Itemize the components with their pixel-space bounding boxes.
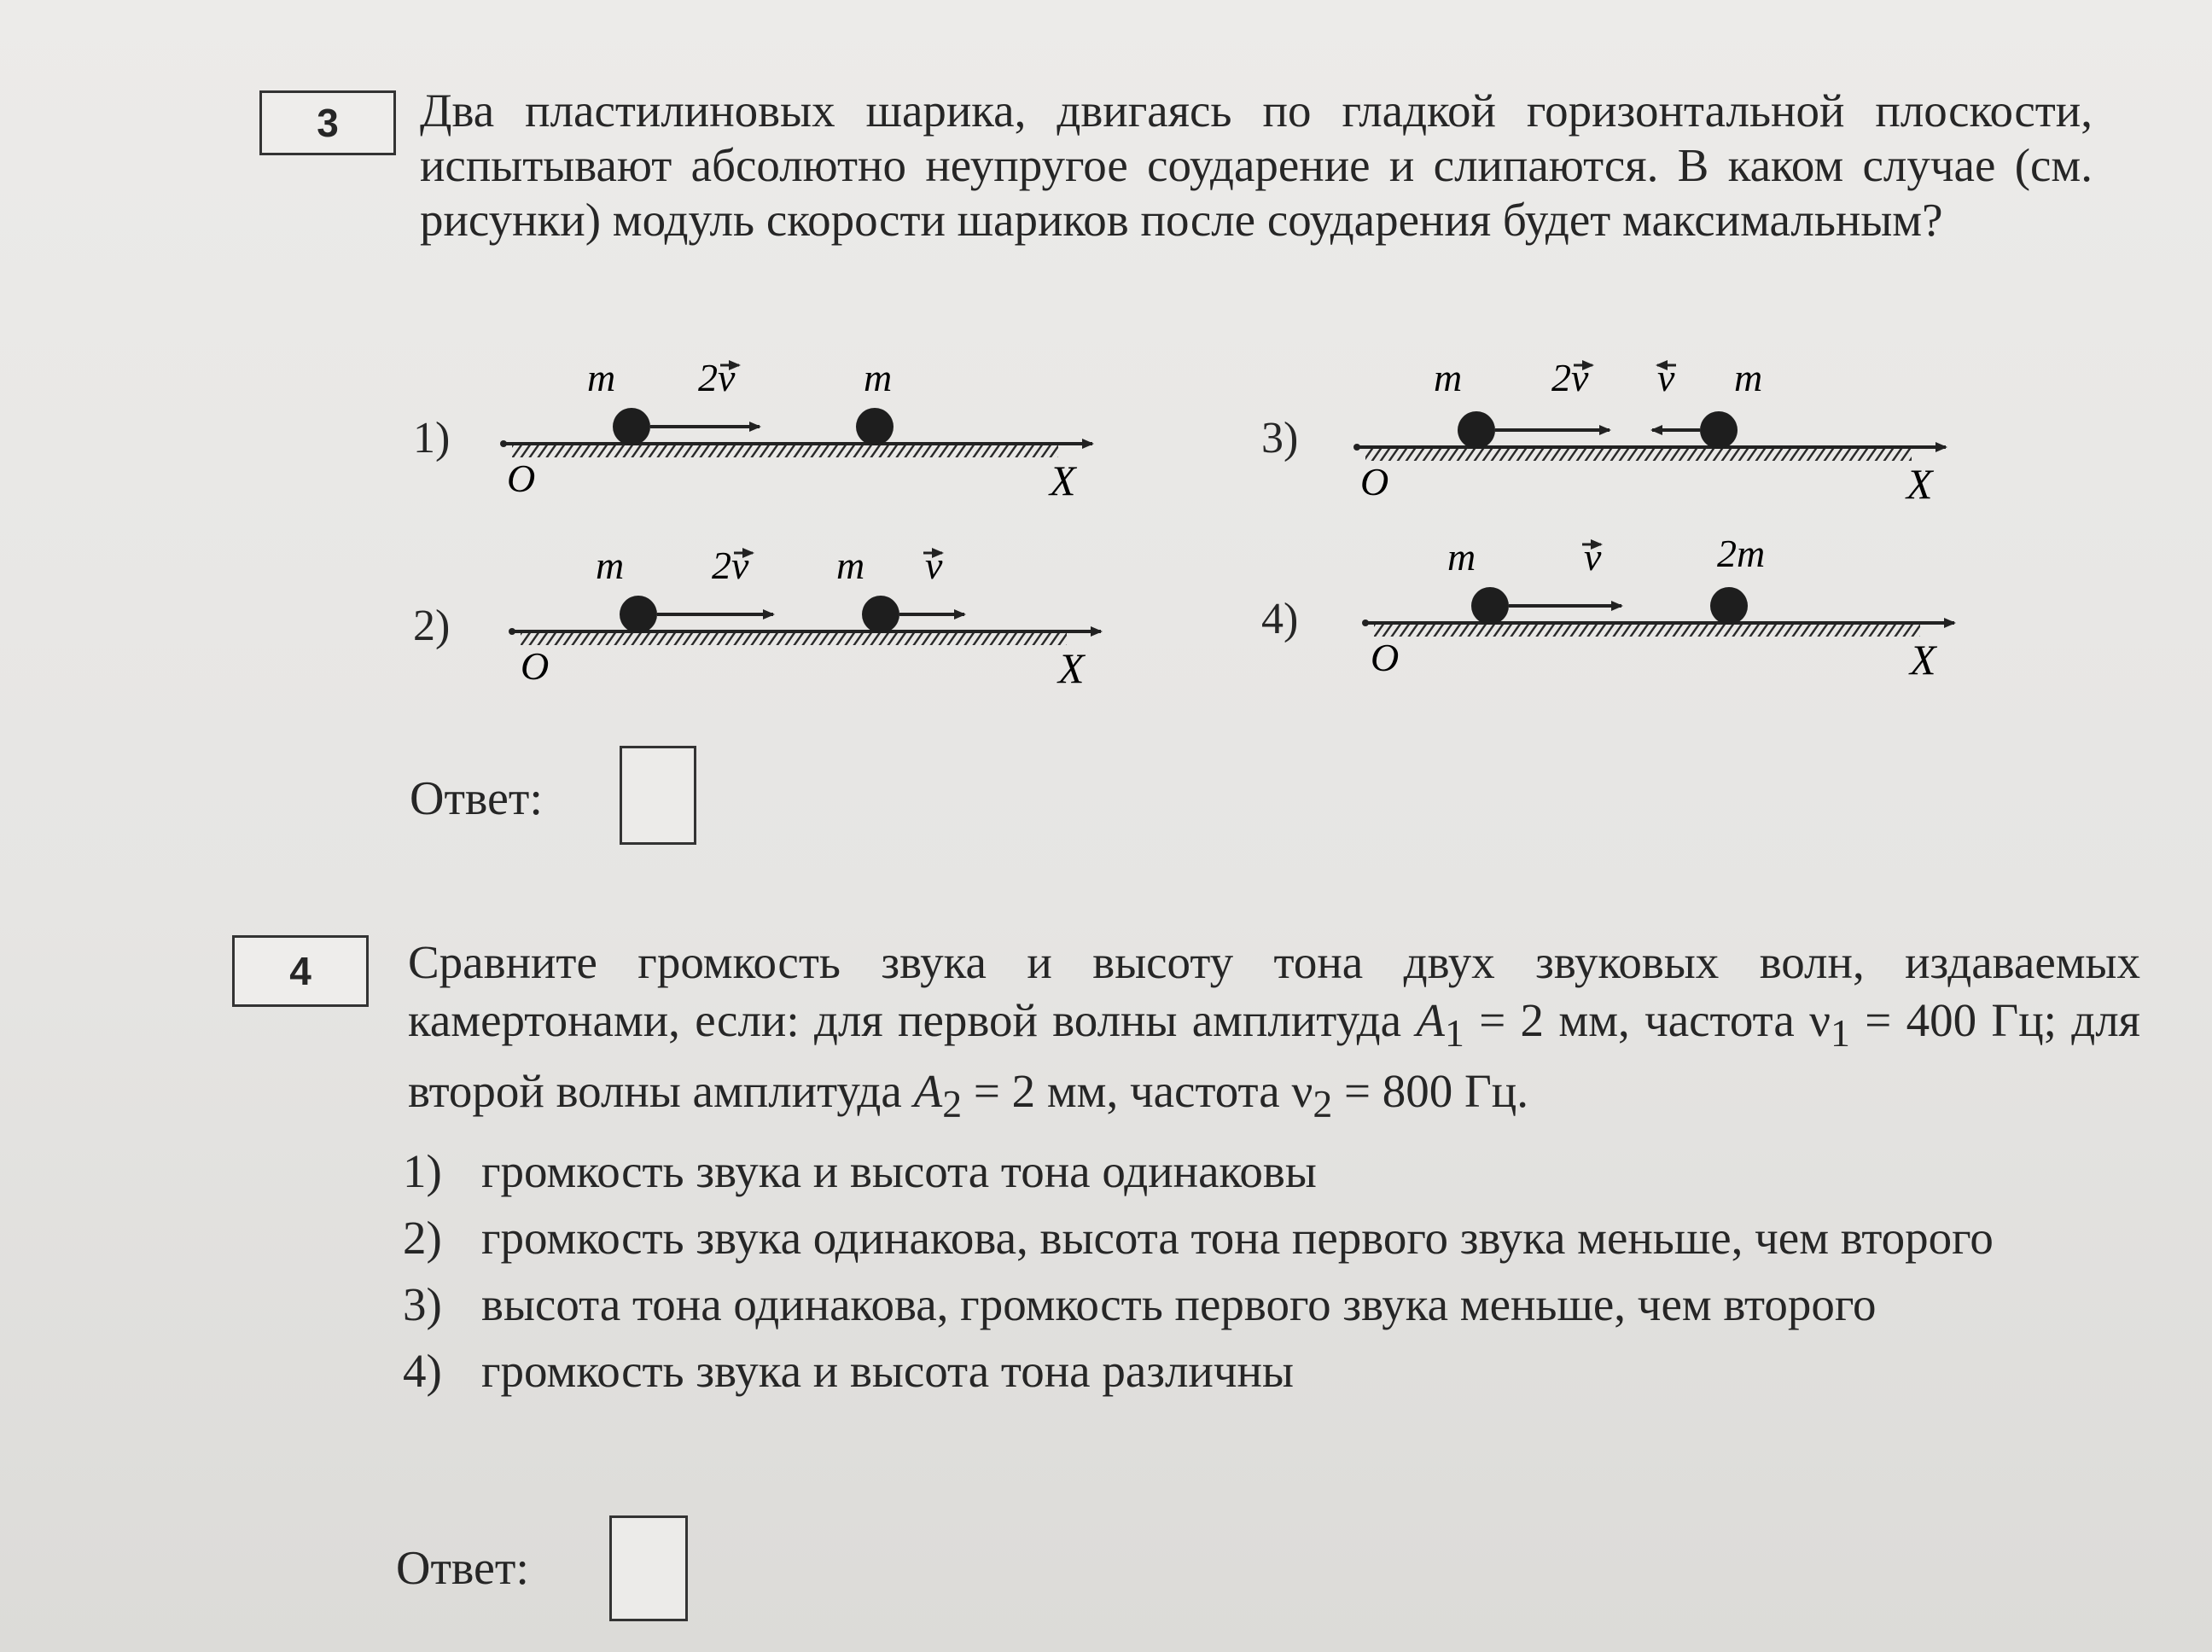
- velocity-label: 2v: [1551, 358, 1589, 399]
- velocity-label: 2v: [698, 358, 736, 399]
- task-text: Два пластилиновых шарика, двигаясь по гладкой горизонтальной плоскости, испытывают абсолютно неупругое соударение и слипаются. В каком случае (см. рисунки) модуль скорости шариков после соударения будет максимальным?: [420, 84, 2093, 246]
- figure-diagram: [1340, 538, 1988, 691]
- answer-label: Ответ:: [410, 772, 543, 825]
- ball: [1471, 587, 1509, 625]
- velocity-label: 2v: [712, 546, 749, 587]
- velocity-label: v: [1657, 358, 1675, 399]
- answer-options: [403, 1143, 2144, 1410]
- task-number: 3: [317, 101, 339, 145]
- mass-label: m: [1434, 358, 1463, 399]
- mass-label: m: [596, 546, 625, 587]
- option-item: [403, 1277, 2144, 1333]
- figure-label: 4): [1261, 595, 1299, 643]
- answer-label: Ответ:: [396, 1542, 529, 1595]
- ball: [856, 408, 894, 445]
- origin-label: O: [521, 644, 550, 688]
- figure-diagram: [1331, 358, 1980, 512]
- option-item: [403, 1210, 2144, 1266]
- figure-diagram: [478, 358, 1126, 512]
- ball: [862, 596, 899, 633]
- option-number: 1): [403, 1145, 442, 1197]
- figure-label: 1): [413, 414, 451, 462]
- task-text: Сравните громкость звука и высоту тона двух звуковых волн, издаваемых камертонами, если: для первой волны амплитуда $A_1 = 2$ мм, частота $\nu_1 = 400$ Гц; для второй волны амплитуда $A_2 = 2$ мм, частота $\nu_2 = 800$ Гц.: [408, 936, 2140, 1126]
- option-item: [403, 1343, 2144, 1399]
- origin-label: O: [1360, 460, 1389, 503]
- task-number-box: [259, 90, 396, 155]
- option-number: 3): [403, 1278, 442, 1330]
- task-number-box: [232, 935, 369, 1007]
- mass-label: m: [1734, 358, 1763, 399]
- option-text: громкость звука одинакова, высота тона первого звука меньше, чем второго: [481, 1212, 1994, 1264]
- answer-input-box[interactable]: [620, 746, 696, 845]
- ball: [1700, 411, 1738, 449]
- option-number: 4): [403, 1345, 442, 1397]
- mass-label: 2m: [1717, 538, 1766, 575]
- mass-label: m: [587, 358, 616, 399]
- answer-input-box[interactable]: [609, 1515, 688, 1621]
- ball: [613, 408, 650, 445]
- mass-label: m: [1447, 538, 1476, 579]
- option-text: громкость звука и высота тона различны: [481, 1345, 1294, 1397]
- velocity-label: v: [925, 546, 943, 587]
- mass-label: m: [864, 358, 893, 399]
- ball: [1458, 411, 1495, 449]
- option-item: [403, 1143, 2144, 1200]
- ball: [1710, 587, 1748, 625]
- ball: [620, 596, 657, 633]
- axis-label: X: [1910, 636, 1936, 683]
- option-text: высота тона одинакова, громкость первого звука меньше, чем второго: [481, 1278, 1877, 1330]
- axis-label: X: [1058, 644, 1085, 692]
- figure-label: 3): [1261, 414, 1299, 462]
- figure-diagram: [486, 546, 1135, 700]
- option-text: громкость звука и высота тона одинаковы: [481, 1145, 1317, 1197]
- velocity-label: v: [1584, 538, 1602, 579]
- mass-label: m: [836, 546, 865, 587]
- figure-label: 2): [413, 602, 451, 650]
- origin-label: O: [1371, 636, 1400, 679]
- option-number: 2): [403, 1212, 442, 1264]
- axis-label: X: [1050, 457, 1076, 504]
- axis-label: X: [1906, 460, 1933, 508]
- task-number: 4: [289, 949, 311, 993]
- origin-label: O: [507, 457, 536, 500]
